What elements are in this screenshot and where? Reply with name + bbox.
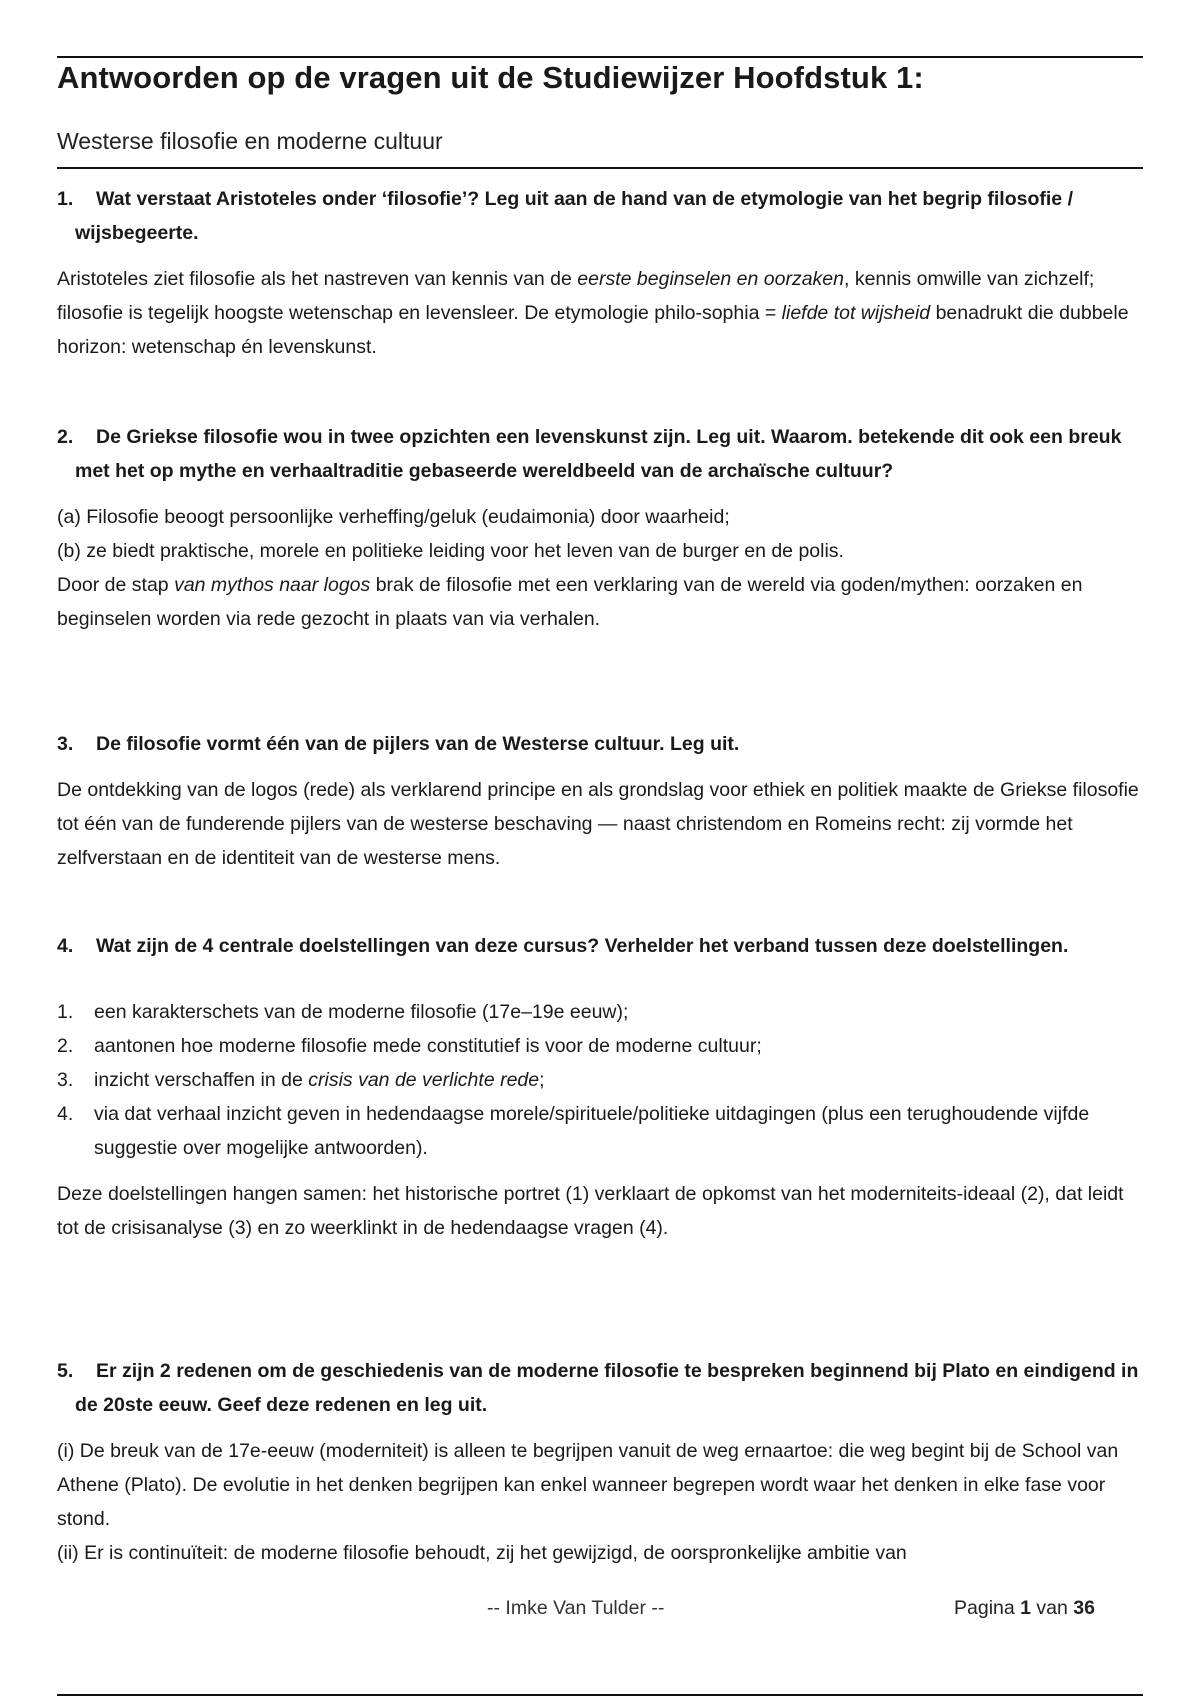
answer-emphasis: van mythos naar logos bbox=[174, 574, 371, 596]
question-number: 1. bbox=[57, 188, 74, 210]
question-text: De Griekse filosofie wou in twee opzichten een levenskunst zijn. Leg uit. Waarom. betekende dit ook een breuk met het op mythe en verhaaltraditie gebaseerde wereldbeeld van de archaïsche cultuur? bbox=[75, 426, 1122, 482]
goals-list bbox=[57, 995, 1143, 1165]
answer-4: Deze doelstellingen hangen samen: het historische portret (1) verklaart de opkomst van het moderniteits-ideaal (2), dat leidt tot de crisisanalyse (3) en zo weerklinkt in de hedendaagse vragen (4). bbox=[57, 1183, 1124, 1239]
question-number: 5. bbox=[57, 1360, 74, 1382]
question-text: De filosofie vormt één van de pijlers van de Westerse cultuur. Leg uit. bbox=[96, 733, 740, 755]
question-text: Wat verstaat Aristoteles onder ‘filosofie’? Leg uit aan de hand van de etymologie van het begrip filosofie / wijsbegeerte. bbox=[75, 188, 1073, 244]
answer-text: brak de filosofie met een verklaring van de wereld via goden/mythen: oorzaken en beginselen worden via rede gezocht in plaats van via verhalen. bbox=[57, 574, 1083, 630]
question-3 bbox=[57, 727, 1143, 761]
question-2 bbox=[57, 420, 1143, 488]
top-rule bbox=[57, 56, 1143, 58]
footer-author: -- Imke Van Tulder -- bbox=[487, 1597, 665, 1619]
question-text: Er zijn 2 redenen om de geschiedenis van de moderne filosofie te bespreken beginnend bij Plato en eindigend in de 20ste eeuw. Geef deze redenen en leg uit. bbox=[75, 1360, 1139, 1416]
answer-3: De ontdekking van de logos (rede) als verklarend principe en als grondslag voor ethiek en politiek maakte de Griekse filosofie tot één van de funderende pijlers van de westerse beschaving — naast christendom en Romeins recht: zij vormde het zelfverstaan en de identiteit van de westerse mens. bbox=[57, 779, 1139, 869]
subtitle-rule bbox=[57, 167, 1143, 169]
answer-text: Door de stap bbox=[57, 574, 175, 596]
question-1 bbox=[57, 182, 1143, 250]
question-number: 2. bbox=[57, 426, 74, 448]
answer-text: benadrukt die dubbele horizon: wetenschap én levenskunst. bbox=[57, 302, 1129, 358]
question-3-section bbox=[57, 727, 1143, 875]
page-subtitle: Westerse filosofie en moderne cultuur bbox=[57, 128, 443, 154]
question-2-section bbox=[57, 420, 1143, 636]
question-4-section bbox=[57, 929, 1143, 1245]
bottom-rule bbox=[57, 1694, 1143, 1696]
page-title: Antwoorden op de vragen uit de Studiewijzer Hoofdstuk 1: bbox=[57, 60, 924, 95]
question-4 bbox=[57, 929, 1143, 963]
answer-2-line-a: (a) Filosofie beoogt persoonlijke verheffing/geluk (eudaimonia) door waarheid; bbox=[57, 506, 730, 528]
question-number: 4. bbox=[57, 935, 74, 957]
list-item: 4. via dat verhaal inzicht geven in hedendaagse morele/spirituele/politieke uitdagingen (plus een terughoudende vijfde suggestie over mogelijke antwoorden). bbox=[57, 1103, 1090, 1159]
question-5-section bbox=[57, 1354, 1143, 1570]
list-item: 3. inzicht verschaffen in de crisis van de verlichte rede; bbox=[57, 1069, 545, 1091]
answer-5-reason-2: (ii) Er is continuïteit: de moderne filosofie behoudt, zij het gewijzigd, de oorspronkelijke ambitie van bbox=[57, 1542, 907, 1564]
question-number: 3. bbox=[57, 733, 74, 755]
list-item: 1. een karakterschets van de moderne filosofie (17e–19e eeuw); bbox=[57, 1001, 629, 1023]
page-number: Pagina 1 van 36 bbox=[954, 1597, 1095, 1619]
document-page bbox=[57, 0, 1143, 1700]
answer-2-line-b: (b) ze biedt praktische, morele en politieke leiding voor het leven van de burger en de polis. bbox=[57, 540, 844, 562]
answer-emphasis: liefde tot wijsheid bbox=[781, 302, 931, 324]
list-item: 2. aantonen hoe moderne filosofie mede constitutief is voor de moderne cultuur; bbox=[57, 1035, 762, 1057]
answer-5-reason-1: (i) De breuk van de 17e-eeuw (moderniteit) is alleen te begrijpen vanuit de weg ernaartoe: die weg begint bij de School van Athene (Plato). De evolutie in het denken begrijpen kan enkel wanneer begrepen wordt waar het denken in elke fase voor stond. bbox=[57, 1440, 1119, 1530]
answer-1 bbox=[57, 262, 1143, 364]
answer-emphasis: eerste beginselen en oorzaken bbox=[577, 268, 844, 290]
answer-text: , kennis omwille van zichzelf; filosofie is tegelijk hoogste wetenschap en levensleer. De etymologie philo-sophia = bbox=[57, 268, 1095, 324]
question-1-section bbox=[57, 182, 1143, 364]
question-5 bbox=[57, 1354, 1143, 1422]
answer-text: Aristoteles ziet filosofie als het nastreven van kennis van de bbox=[57, 268, 578, 290]
question-text: Wat zijn de 4 centrale doelstellingen van deze cursus? Verhelder het verband tussen deze doelstellingen. bbox=[96, 935, 1069, 957]
answer-2-line-c bbox=[57, 568, 1143, 636]
